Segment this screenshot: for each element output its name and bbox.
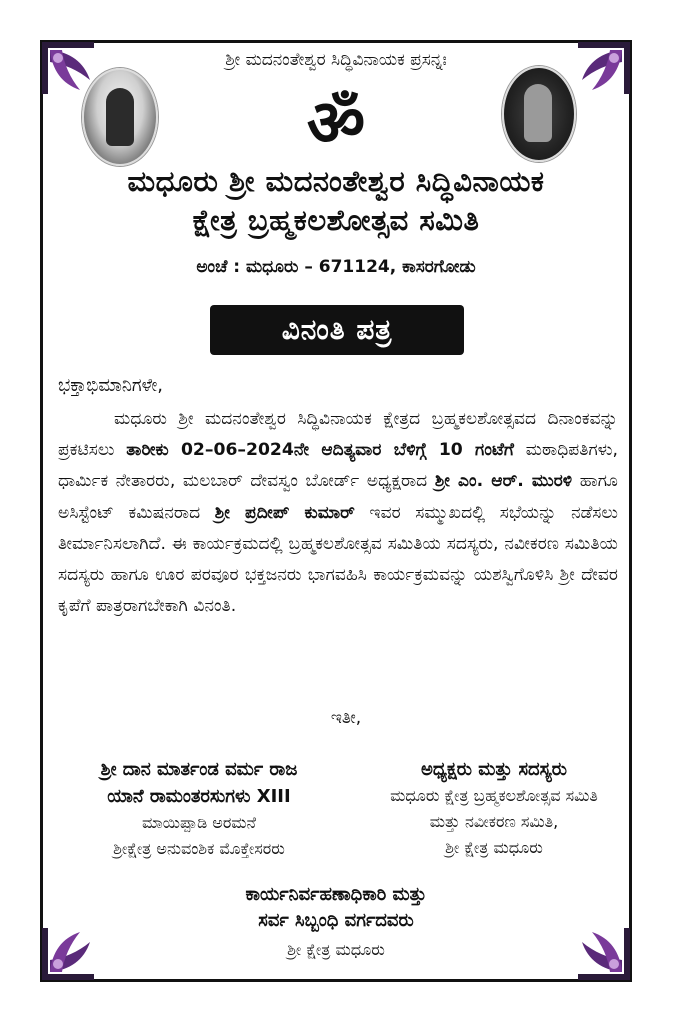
- banner-title: ವಿನಂತಿ ಪತ್ರ: [210, 305, 464, 355]
- signatory-role: ಶ್ರೀಕ್ಷೇತ್ರ ಅನುವಂಶಿಕ ಮೊಕ್ತೇಸರರು: [113, 839, 285, 858]
- footer-line-1: ಕಾರ್ಯನಿರ್ವಹಣಾಧಿಕಾರಿ ಮತ್ತು: [245, 884, 427, 905]
- letter-text: ಮಠಾಧಿಪತಿಗಳು, ಧಾರ್ಮಿಕ ನೇತಾರರು, ಮಲಬಾರ್ ದೇವಸ್ವಂ ಬೋರ್ಡ್ ಅಧ್ಯಕ್ಷರಾದ: [58, 440, 618, 492]
- signatory-place: ಮಾಯಿಪ್ಪಾಡಿ ಅರಮನೆ: [141, 813, 257, 832]
- title-line-1: ಮಧೂರು ಶ್ರೀ ಮದನಂತೇಶ್ವರ ಸಿದ್ಧಿವಿನಾಯಕ: [127, 164, 545, 198]
- invocation-line: ಶ್ರೀ ಮದನಂತೇಶ್ವರ ಸಿದ್ಧಿವಿನಾಯಕ ಪ್ರಸನ್ನಃ: [225, 50, 447, 70]
- letter-paragraph: [58, 404, 618, 622]
- letter-body: [58, 404, 618, 622]
- address-line: ಅಂಚೆ : ಮಧೂರು – 671124, ಕಾಸರಗೋಡು: [196, 257, 476, 277]
- signatory-committee: ಮತ್ತು ನವೀಕರಣ ಸಮಿತಿ,: [429, 812, 559, 831]
- guest-name-2: ಶ್ರೀ ಪ್ರದೀಪ್ ಕುಮಾರ್: [214, 502, 355, 523]
- closing-iti: ಇತೀ,: [330, 708, 362, 728]
- signatory-title: ಯಾನೆ ರಾಮಂತರಸುಗಳು XIII: [107, 786, 291, 807]
- signatory-name: ಅಧ್ಯಕ್ಷರು ಮತ್ತು ಸದಸ್ಯರು: [421, 759, 567, 780]
- om-symbol-icon: ॐ: [306, 86, 366, 161]
- signatory-left: [54, 756, 344, 862]
- letter-text: ಇವರ ಸಮ್ಮುಖದಲ್ಲಿ ಸಭೆಯನ್ನು ನಡೆಸಲು ತೀರ್ಮಾನಿಸಲಾಗಿದೆ. ಈ ಕಾರ್ಯಕ್ರಮದಲ್ಲಿ ಬ್ರಹ್ಮಕಲಶೋತ್ಸವ ಸಮಿತಿಯ ಸದಸ್ಯರು, ನವೀಕರಣ ಸಮಿತಿಯ ಸದಸ್ಯರು ಹಾಗೂ ಊರ ಪರವೂರ ಭಕ್ತಜನರು ಭಾಗವಹಿಸಿ ಕಾರ್ಯಕ್ರಮವನ್ನು ಯಶಸ್ವಿಗೊಳಿಸಿ ಶ್ರೀ ದೇವರ ಕೃಪೆಗೆ ಪಾತ್ರರಾಗಬೇಕಾಗಿ ವಿನಂತಿ.: [58, 502, 619, 617]
- title-line-2: ಕ್ಷೇತ್ರ ಬ್ರಹ್ಮಕಲಶೋತ್ಸವ ಸಮಿತಿ: [192, 203, 480, 237]
- footer-line-2: ಸರ್ವ ಸಿಬ್ಬಂಧಿ ವರ್ಗದವರು: [258, 910, 414, 931]
- signatory-right: [360, 756, 628, 861]
- signatory-committee: ಮಧೂರು ಕ್ಷೇತ್ರ ಬ್ರಹ್ಮಕಲಶೋತ್ಸವ ಸಮಿತಿ: [390, 786, 598, 805]
- footer-line-3: ಶ್ರೀ ಕ್ಷೇತ್ರ ಮಧೂರು: [287, 940, 385, 959]
- signatory-name: ಶ್ರೀ ದಾನ ಮಾರ್ತಂಡ ವರ್ಮ ರಾಜ: [100, 759, 298, 780]
- letter-text: ಹಾಗೂ ಅಸಿಸ್ಟೆಂಟ್ ಕಮಿಷನರಾದ: [58, 471, 619, 523]
- letter-text: ಮಧೂರು ಶ್ರೀ ಮದನಂತೇಶ್ವರ ಸಿದ್ಧಿವಿನಾಯಕ ಕ್ಷೇತ್ರದ ಬ್ರಹ್ಮಕಲಶೋತ್ಸವದ ದಿನಾಂಕವನ್ನು ಪ್ರಕಟಿಸಲು: [58, 409, 618, 461]
- greeting: ಭಕ್ತಾಭಿಮಾನಿಗಳೇ,: [58, 375, 163, 396]
- signatory-place: ಶ್ರೀ ಕ್ಷೇತ್ರ ಮಧೂರು: [445, 838, 543, 857]
- guest-name-1: ಶ್ರೀ ಎಂ. ಆರ್. ಮುರಳಿ: [434, 471, 573, 492]
- event-date: ತಾರೀಕು 02–06–2024ನೇ ಆದಿತ್ಯವಾರ ಬೆಳಿಗ್ಗೆ 10 ಗಂಟೆಗೆ: [126, 440, 514, 461]
